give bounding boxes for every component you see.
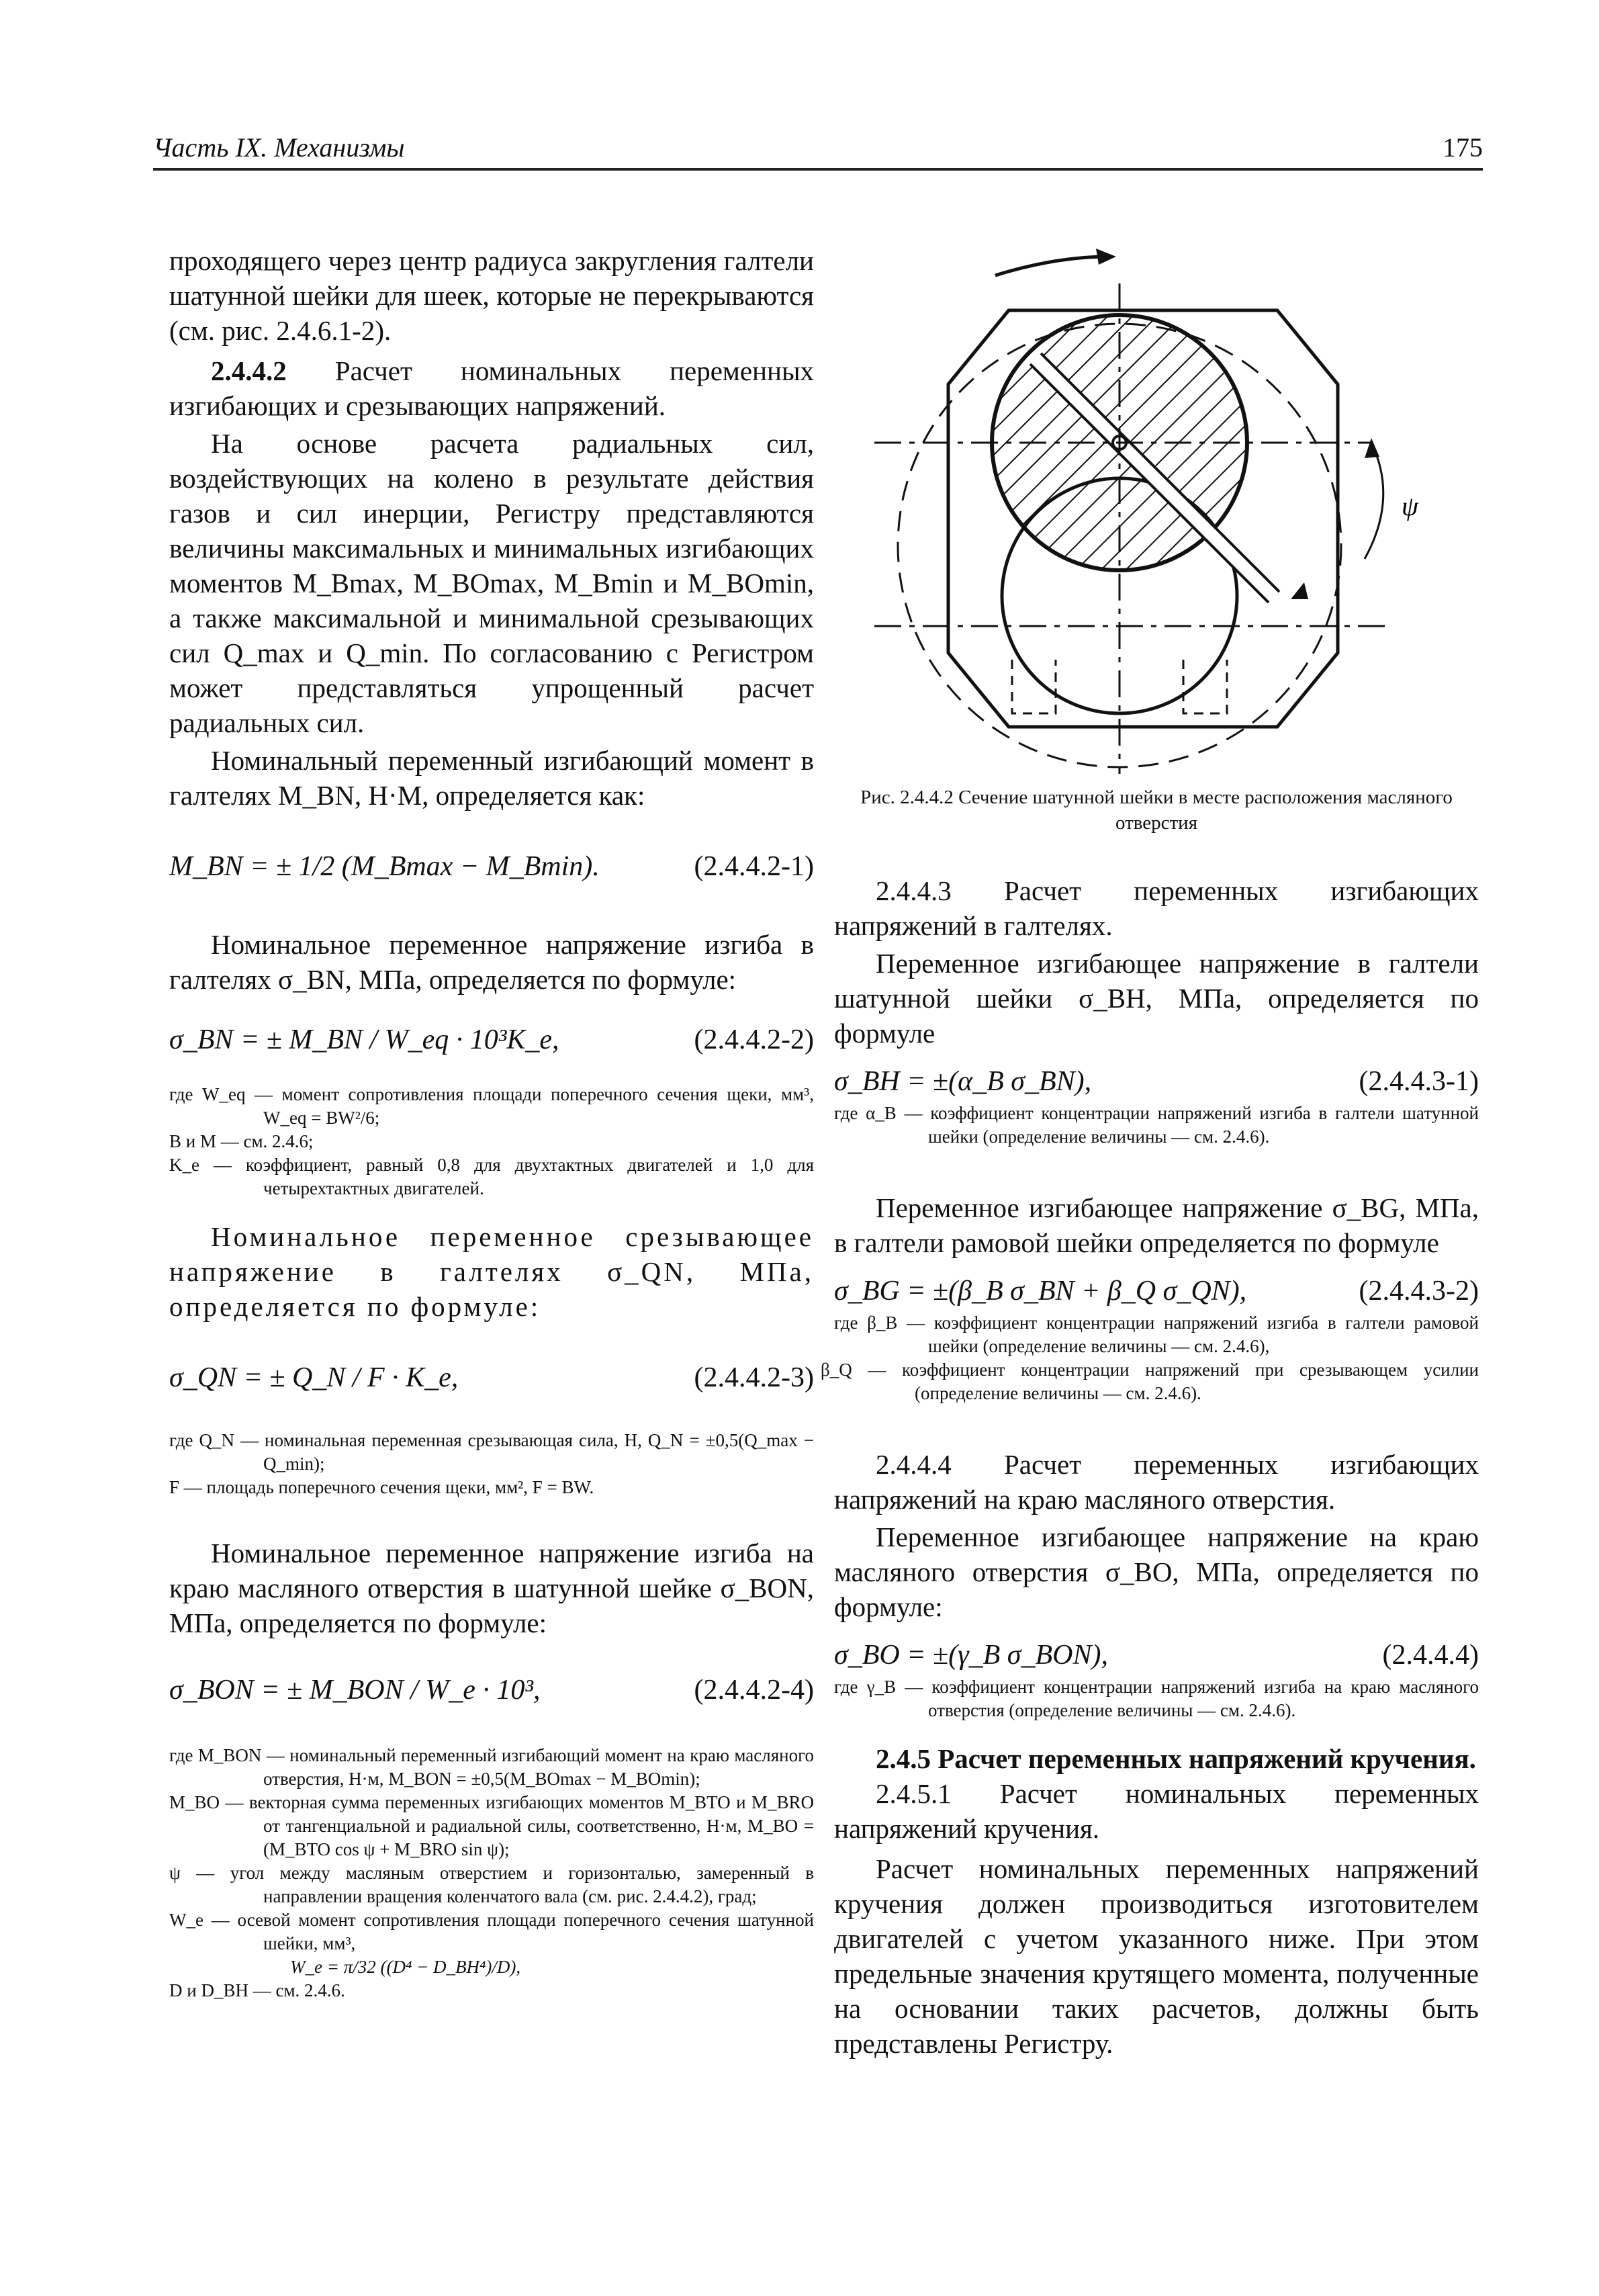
page-number: 175 — [1443, 132, 1483, 163]
right-column — [821, 243, 1479, 2061]
paragraph: проходящего через центр радиуса закругления галтели шатунной шейки для шеек, которые не перекрываются (см. рис. 2.4.6.1-2). — [169, 245, 814, 346]
section-heading-2451: 2.4.5.1 Расчет номинальных переменных напряжений кручения. — [834, 1778, 1479, 1844]
section-heading-2444: 2.4.4.4 Расчет переменных изгибающих напряжений на краю масляного отверстия. — [834, 1449, 1479, 1515]
where-block: где β_B — коэффициент концентрации напряжений изгиба в галтели рамовой шейки (определение величины — см. 2.4.6), β_Q — коэффициент концентрации напряжений при срезывающем усилии (определение величины — см. 2.4.6). — [821, 1313, 1479, 1403]
where-block: где γ_B — коэффициент концентрации напряжений изгиба на краю масляного отверстия (определение величины — см. 2.4.6). — [834, 1677, 1479, 1720]
paragraph: Переменное изгибающее напряжение на краю масляного отверстия σ_BO, МПа, определяется по формуле: — [834, 1521, 1479, 1622]
equation-2442-2: σ_BN = ± M_BN / W_eq · 10³K_e, (2.4.4.2-2) — [169, 1024, 814, 1055]
equation-2442-3: σ_QN = ± Q_N / F · K_e, (2.4.4.2-3) — [169, 1362, 814, 1393]
paragraph: Переменное изгибающее напряжение в галтели шатунной шейки σ_BH, МПа, определяется по формуле — [834, 948, 1479, 1049]
paragraph: На основе расчета радиальных сил, воздействующих на колено в результате действия газов и сил инерции, Регистру представляются величины максимальных и минимальных изгибающих моментов M_Bmax, M_BOmax, M_Bmin и M_BOmin, а также максимальной и минимальной срезывающих сил Q_max и Q_min. По согласованию с Регистром может представляться упрощенный расчет радиальных сил. — [169, 428, 814, 738]
equation-2442-1: M_BN = ± 1/2 (M_Bmax − M_Bmin). (2.4.4.2-1) — [169, 851, 814, 882]
section-heading-245: 2.4.5 Расчет переменных напряжений кручения. — [876, 1743, 1476, 1774]
paragraph: Номинальное переменное срезывающее напряжение в галтелях σ_QN, МПа, определяется по формуле: — [169, 1221, 814, 1322]
paragraph: Номинальный переменный изгибающий момент в галтелях M_BN, Н·М, определяется как: — [169, 745, 814, 811]
paragraph: Номинальное переменное напряжение изгиба в галтелях σ_BN, МПа, определяется по формуле: — [169, 929, 814, 995]
paragraph: Номинальное переменное напряжение изгиба на краю масляного отверстия в шатунной шейке σ_BON, МПа, определяется по формуле: — [169, 1538, 814, 1638]
section-heading-2442: 2.4.4.2 Расчет номинальных переменных изгибающих и срезывающих напряжений. — [169, 355, 815, 421]
equation-2443-2: σ_BG = ±(β_B σ_BN + β_Q σ_QN), (2.4.4.3-2) — [834, 1276, 1479, 1307]
section-heading-2443: 2.4.4.3 Расчет переменных изгибающих напряжений в галтелях. — [834, 875, 1479, 941]
where-block: где M_BON — номинальный переменный изгибающий момент на краю масляного отверстия, Н·м, M_BON = ±0,5(M_BOmax − M_BOmin); M_BO — векторная сумма переменных изгибающих моментов M_BTO и M_BRO от тангенциальной и радиальной силы, соответственно, Н·м, M_BO = (M_BTO cos ψ + M_BRO sin ψ); ψ — угол между масляным отверстием и горизонталью, замеренный в направлении вращения коленчатого вала (см. рис. 2.4.4.2), град; W_e — осевой момент сопротивления площади поперечного сечения шатунной шейки, мм³, W_e = π/32 ((D⁴ − D_BH⁴)/D), D и D_BH — см. 2.4.6. — [169, 1745, 814, 2000]
paragraph: Расчет номинальных переменных напряжений кручения должен производиться изготовителем двигателей с учетом указанного ниже. При этом предельные значения крутящего момента, полученные на основании таких расчетов, должны быть представлены Регистру. — [834, 1853, 1479, 2059]
left-column — [169, 243, 814, 2002]
figure-crankpin-section — [834, 243, 1479, 781]
equation-2442-4: σ_BON = ± M_BON / W_e · 10³, (2.4.4.2-4) — [169, 1675, 814, 1706]
psi-label: ψ — [1402, 491, 1418, 521]
crankpin-section-drawing — [834, 243, 1479, 781]
figure-caption: Рис. 2.4.4.2 Сечение шатунной шейки в месте расположения масляного отверстия — [860, 787, 1453, 834]
paragraph: Переменное изгибающее напряжение σ_BG, МПа, в галтели рамовой шейки определяется по формуле — [834, 1192, 1479, 1258]
equation-2444: σ_BO = ±(γ_B σ_BON), (2.4.4.4) — [834, 1640, 1479, 1671]
equation-2443-1: σ_BH = ±(α_B σ_BN), (2.4.4.3-1) — [834, 1066, 1479, 1097]
header-title: Часть IX. Механизмы — [153, 132, 405, 163]
page-header — [153, 132, 1483, 171]
where-block: где Q_N — номинальная переменная срезывающая сила, Н, Q_N = ±0,5(Q_max − Q_min); F — площадь поперечного сечения щеки, мм², F = BW. — [169, 1430, 814, 1497]
where-block: где W_eq — момент сопротивления площади поперечного сечения щеки, мм³, W_eq = BW²/6; B и M — см. 2.4.6; K_e — коэффициент, равный 0,8 для двухтактных двигателей и 1,0 для четырехтактных двигателей. — [169, 1084, 814, 1198]
where-block: где α_B — коэффициент концентрации напряжений изгиба в галтели шатунной шейки (определение величины — см. 2.4.6). — [834, 1103, 1479, 1147]
